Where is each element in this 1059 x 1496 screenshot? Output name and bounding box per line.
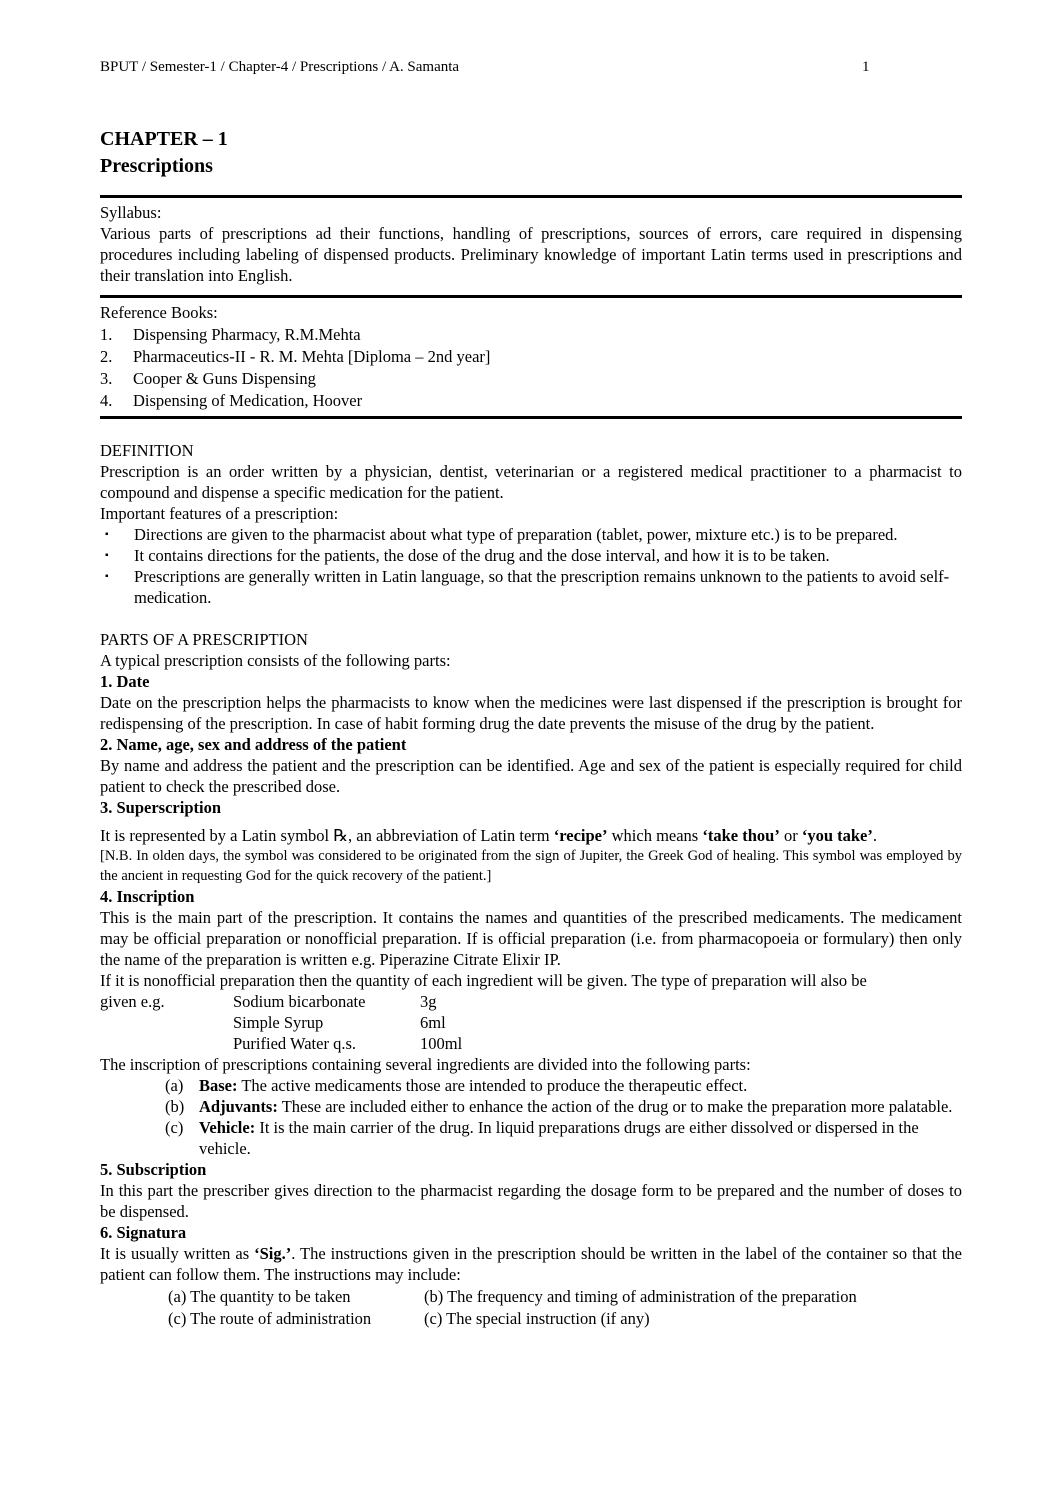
instruction-text: The frequency and timing of administration of the preparation bbox=[447, 1287, 857, 1306]
features-label: Important features of a prescription: bbox=[100, 504, 339, 523]
sub-part-label: (b) bbox=[165, 1097, 185, 1116]
sub-part-body: It is the main carrier of the drug. In liquid preparations drugs are either dissolved or dispersed in the vehicle. bbox=[199, 1118, 919, 1158]
sub-part-body: These are included either to enhance the action of the drug or to make the preparation more palatable. bbox=[281, 1097, 953, 1116]
divider bbox=[100, 295, 962, 298]
superscription-segment: . bbox=[872, 826, 877, 845]
section-date-text: Date on the prescription helps the pharmacists to know when the medicines were last dispensed if the prescription is brought for redispensing of the prescription. In case of habit forming drug the date prevents the misuse of the drug by the patient. bbox=[100, 693, 962, 733]
instruction-label: (b) bbox=[424, 1287, 444, 1306]
sub-part-body: The active medicaments those are intended to produce the therapeutic effect. bbox=[241, 1076, 748, 1095]
signatura-text bbox=[100, 1243, 962, 1285]
instruction-item bbox=[424, 1286, 962, 1307]
instruction-text: The route of administration bbox=[190, 1309, 372, 1328]
latin-term-you-take: ‘you take’ bbox=[801, 826, 873, 845]
ingredient-qty: 6ml bbox=[420, 1013, 446, 1032]
bullet-text: Directions are given to the pharmacist about what type of preparation (tablet, power, mixture etc.) is to be prepared. bbox=[134, 525, 898, 544]
instruction-item bbox=[168, 1286, 424, 1307]
divider bbox=[100, 416, 962, 419]
inscription-parts-intro: The inscription of prescriptions containing several ingredients are divided into the following parts: bbox=[100, 1055, 751, 1074]
superscription-segment: or bbox=[779, 826, 802, 845]
ingredient-example-prefix: given e.g. bbox=[100, 992, 165, 1011]
sub-part-label: (c) bbox=[165, 1118, 184, 1137]
ingredient-qty: 100ml bbox=[420, 1034, 463, 1053]
page-header bbox=[100, 58, 962, 76]
reference-item-number: 4. bbox=[100, 391, 113, 410]
signatura-segment: . The instructions given in the prescription should be written in the label of the container so that the patient can follow them. The instructions may include: bbox=[100, 1244, 962, 1284]
latin-term-recipe: ‘recipe’ bbox=[553, 826, 608, 845]
sub-part-label: (a) bbox=[165, 1076, 184, 1095]
section-heading-superscription: 3. Superscription bbox=[100, 798, 222, 817]
sub-part-text bbox=[199, 1075, 962, 1096]
bullet-item bbox=[100, 566, 962, 608]
reference-item bbox=[100, 346, 962, 368]
definition-heading: DEFINITION bbox=[100, 441, 194, 460]
sig-term: ‘Sig.’ bbox=[254, 1244, 292, 1263]
section-patient-text: By name and address the patient and the prescription can be identified. Age and sex of the patient is especially required for child patient to check the prescribed dose. bbox=[100, 756, 962, 796]
section-heading-patient: 2. Name, age, sex and address of the patient bbox=[100, 735, 407, 754]
ingredient-spacer bbox=[100, 1012, 233, 1033]
ingredient-row bbox=[100, 1033, 962, 1054]
section-heading-inscription: 4. Inscription bbox=[100, 887, 195, 906]
signatura-segment: It is usually written as bbox=[100, 1244, 255, 1263]
ingredient-name: Simple Syrup bbox=[233, 1013, 324, 1032]
document-subtitle: Prescriptions bbox=[100, 155, 213, 177]
signatura-instructions bbox=[168, 1286, 962, 1329]
section-heading-date: 1. Date bbox=[100, 672, 150, 691]
ingredient-name: Purified Water q.s. bbox=[233, 1034, 357, 1053]
instruction-text: The quantity to be taken bbox=[190, 1287, 351, 1306]
syllabus-text: Various parts of prescriptions ad their functions, handling of prescriptions, sources of errors, care required in dispensing procedures including labeling of dispensed products. Preliminary knowledge of important Latin terms used in prescriptions and their translation into English. bbox=[100, 224, 962, 285]
breadcrumb: BPUT / Semester-1 / Chapter-4 / Prescriptions / A. Samanta bbox=[100, 59, 460, 75]
ingredient-row bbox=[100, 991, 962, 1012]
latin-term-take-thou: ‘take thou’ bbox=[702, 826, 780, 845]
title-block bbox=[100, 126, 962, 180]
square-bullet-icon: ▪ bbox=[105, 550, 109, 561]
syllabus-label: Syllabus: bbox=[100, 203, 162, 222]
instruction-item bbox=[424, 1308, 962, 1329]
ingredient-spacer bbox=[100, 1033, 233, 1054]
definition-text: Prescription is an order written by a physician, dentist, veterinarian or a registered medical practitioner to a pharmacist to compound and dispense a specific medication for the patient. bbox=[100, 462, 962, 502]
chapter-title: CHAPTER – 1 bbox=[100, 128, 228, 150]
superscription-segment: It is represented by a Latin symbol ℞, an abbreviation of Latin term bbox=[100, 826, 554, 845]
inscription-sub-part bbox=[165, 1096, 962, 1117]
reference-item-number: 1. bbox=[100, 325, 113, 344]
divider bbox=[100, 195, 962, 198]
reference-books-label: Reference Books: bbox=[100, 303, 218, 322]
instruction-label: (a) bbox=[168, 1287, 187, 1306]
instruction-item bbox=[168, 1308, 424, 1329]
bullet-text: Prescriptions are generally written in Latin language, so that the prescription remains unknown to the patients to avoid self-medication. bbox=[134, 567, 950, 607]
sub-part-lead: Adjuvants: bbox=[199, 1097, 278, 1116]
sub-part-lead: Base: bbox=[199, 1076, 238, 1095]
inscription-sub-part bbox=[165, 1075, 962, 1096]
ingredient-qty: 3g bbox=[420, 992, 437, 1011]
section-heading-subscription: 5. Subscription bbox=[100, 1160, 207, 1179]
reference-item-text: Cooper & Guns Dispensing bbox=[133, 369, 316, 388]
reference-item-text: Pharmaceutics-II - R. M. Mehta [Diploma – 2nd year] bbox=[133, 347, 491, 366]
parts-intro: A typical prescription consists of the following parts: bbox=[100, 651, 451, 670]
bullet-text: It contains directions for the patients, the dose of the drug and the dose interval, and how it is to be taken. bbox=[134, 546, 830, 565]
instruction-label: (c) bbox=[168, 1309, 187, 1328]
sub-part-text bbox=[199, 1117, 962, 1159]
inscription-text-2: If it is nonofficial preparation then the quantity of each ingredient will be given. The type of preparation will also be bbox=[100, 971, 867, 990]
reference-item bbox=[100, 368, 962, 390]
square-bullet-icon: ▪ bbox=[105, 529, 109, 540]
reference-item bbox=[100, 390, 962, 412]
bullet-item bbox=[100, 545, 962, 566]
inscription-sub-part bbox=[165, 1117, 962, 1159]
superscription-segment: which means bbox=[607, 826, 703, 845]
section-superscription-text bbox=[100, 825, 962, 846]
reference-item-number: 3. bbox=[100, 369, 113, 388]
reference-item-number: 2. bbox=[100, 347, 113, 366]
parts-heading: PARTS OF A PRESCRIPTION bbox=[100, 630, 308, 649]
instruction-text: The special instruction (if any) bbox=[446, 1309, 650, 1328]
sub-part-lead: Vehicle: bbox=[199, 1118, 256, 1137]
instruction-label: (c) bbox=[424, 1309, 443, 1328]
page-number: 1 bbox=[862, 59, 870, 75]
reference-item-text: Dispensing Pharmacy, R.M.Mehta bbox=[133, 325, 361, 344]
inscription-text-1: This is the main part of the prescription. It contains the names and quantities of the prescribed medicaments. The medicament may be official preparation or nonofficial preparation. If is official preparation (i.e. from pharmacopoeia or formulary) then only the name of the preparation is written e.g. Piperazine Citrate Elixir IP. bbox=[100, 908, 962, 969]
section-heading-signatura: 6. Signatura bbox=[100, 1223, 187, 1242]
ingredient-row bbox=[100, 1012, 962, 1033]
bullet-item bbox=[100, 524, 962, 545]
reference-item-text: Dispensing of Medication, Hoover bbox=[133, 391, 363, 410]
square-bullet-icon: ▪ bbox=[105, 571, 109, 582]
subscription-text: In this part the prescriber gives direction to the pharmacist regarding the dosage form to be prepared and the number of doses to be dispensed. bbox=[100, 1181, 962, 1221]
ingredient-name: Sodium bicarbonate bbox=[233, 992, 366, 1011]
sub-part-text bbox=[199, 1096, 962, 1117]
reference-item bbox=[100, 324, 962, 346]
superscription-note: [N.B. In olden days, the symbol was considered to be originated from the sign of Jupiter, the Greek God of healing. This symbol was employed by the ancient in requesting God for the quick recovery of the patient.] bbox=[100, 848, 962, 884]
reference-books-list bbox=[100, 324, 962, 412]
